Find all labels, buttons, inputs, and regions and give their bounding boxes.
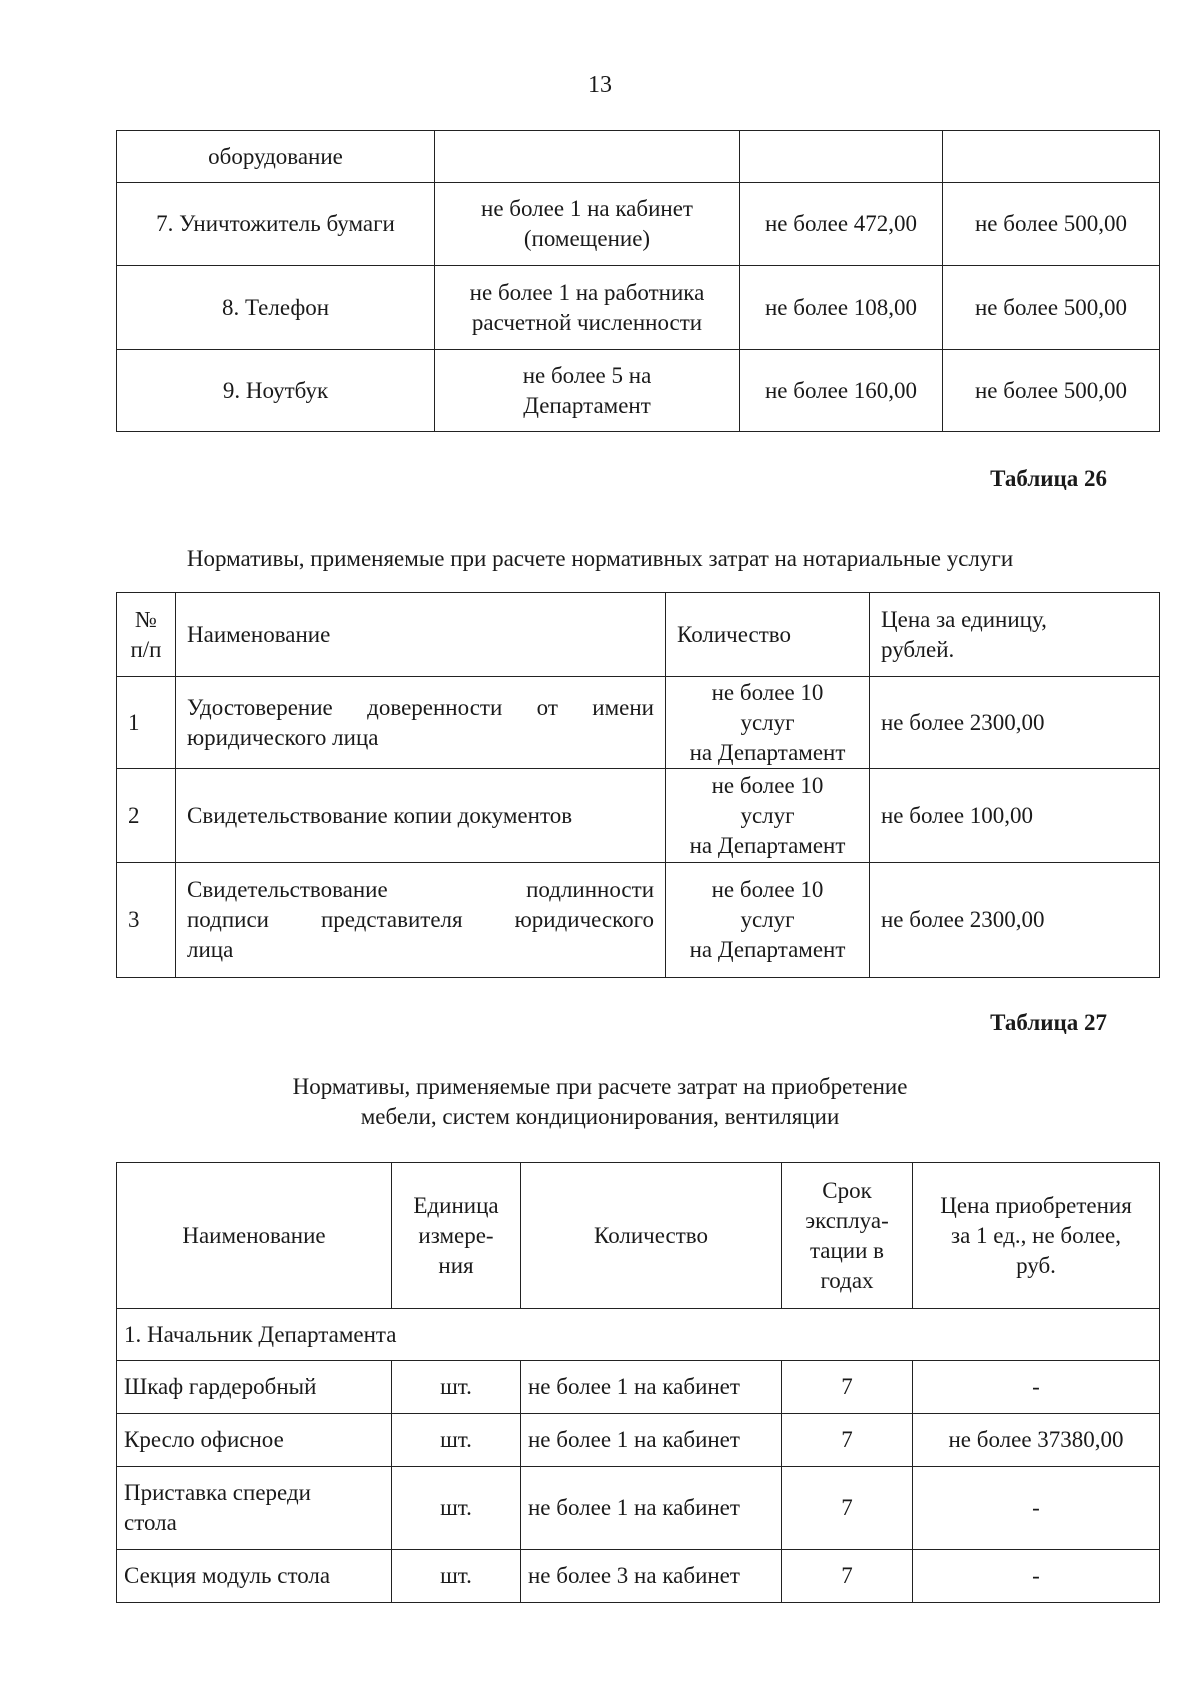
row-term: 7 [782,1361,913,1414]
price-cell: не более 472,00 [740,183,943,266]
header-unit: Единица измере- ния [392,1163,521,1309]
header-name: Наименование [117,1163,392,1309]
qty-cell [435,131,740,183]
row-price: не более 2300,00 [870,677,1160,769]
item-name-cell: 7. Уничтожитель бумаги [117,183,435,266]
table-row [117,863,1160,978]
row-qty: не более 1 на кабинет [521,1361,782,1414]
row-term: 7 [782,1467,913,1550]
row-price: - [913,1550,1160,1603]
table-26-caption: Нормативы, применяемые при расчете нормативных затрат на нотариальные услуги [186,546,1014,571]
header-price: Цена за единицу, рублей. [870,593,1160,677]
table-27-caption: Нормативы, применяемые при расчете затрат на приобретение мебели, систем кондиционирования, вентиляции [292,1074,908,1129]
table-row [117,1467,1160,1550]
row-term: 7 [782,1414,913,1467]
row-unit: шт. [392,1361,521,1414]
item-name-cell: оборудование [117,131,435,183]
table-row [117,350,1160,432]
row-unit: шт. [392,1414,521,1467]
qty-cell: не более 1 на кабинет (помещение) [435,183,740,266]
section-row [117,1309,1160,1361]
row-qty: не более 10 услуг на Департамент [666,863,870,978]
price-cell: не более 500,00 [943,183,1160,266]
row-name: Удостоверение доверенности от имени юридического лица [176,677,666,769]
page-number: 13 [588,72,612,98]
price-cell [740,131,943,183]
price-cell: не более 160,00 [740,350,943,432]
row-price: не более 37380,00 [913,1414,1160,1467]
row-num: 1 [117,677,176,769]
row-price: - [913,1467,1160,1550]
row-price: не более 2300,00 [870,863,1160,978]
price-cell: не более 500,00 [943,350,1160,432]
furniture-table [116,1162,1160,1603]
header-name: Наименование [176,593,666,677]
section-title: 1. Начальник Департамента [117,1309,1160,1361]
header-qty: Количество [521,1163,782,1309]
row-name: Приставка спереди стола [117,1467,392,1550]
price-cell: не более 108,00 [740,266,943,350]
price-cell [943,131,1160,183]
row-name: Свидетельствование подлинности подписи представителя юридического лица [176,863,666,978]
row-qty: не более 10 услуг на Департамент [666,677,870,769]
qty-cell: не более 5 на Департамент [435,350,740,432]
row-name: Кресло офисное [117,1414,392,1467]
table-row [117,131,1160,183]
row-name: Секция модуль стола [117,1550,392,1603]
row-qty: не более 1 на кабинет [521,1414,782,1467]
table-row [117,769,1160,863]
qty-cell: не более 1 на работника расчетной численности [435,266,740,350]
item-name-cell: 9. Ноутбук [117,350,435,432]
price-cell: не более 500,00 [943,266,1160,350]
row-unit: шт. [392,1467,521,1550]
equipment-table-continuation [116,130,1160,432]
item-name-cell: 8. Телефон [117,266,435,350]
table-row [117,1414,1160,1467]
row-term: 7 [782,1550,913,1603]
table-row [117,1550,1160,1603]
row-unit: шт. [392,1550,521,1603]
row-num: 2 [117,769,176,863]
table-row [117,183,1160,266]
notarial-services-table [116,592,1160,978]
table-header-row [117,593,1160,677]
table-row [117,266,1160,350]
row-qty: не более 3 на кабинет [521,1550,782,1603]
table-header-row [117,1163,1160,1309]
table-row [117,677,1160,769]
header-qty: Количество [666,593,870,677]
header-num: № п/п [117,593,176,677]
table-row [117,1361,1160,1414]
row-price: - [913,1361,1160,1414]
row-price: не более 100,00 [870,769,1160,863]
header-term: Срок эксплуа- тации в годах [782,1163,913,1309]
row-name: Свидетельствование копии документов [176,769,666,863]
header-price: Цена приобретения за 1 ед., не более, руб. [913,1163,1160,1309]
row-qty: не более 10 услуг на Департамент [666,769,870,863]
row-qty: не более 1 на кабинет [521,1467,782,1550]
row-name: Шкаф гардеробный [117,1361,392,1414]
table-26-label: Таблица 26 [990,466,1107,491]
table-27-label: Таблица 27 [990,1010,1107,1035]
row-num: 3 [117,863,176,978]
